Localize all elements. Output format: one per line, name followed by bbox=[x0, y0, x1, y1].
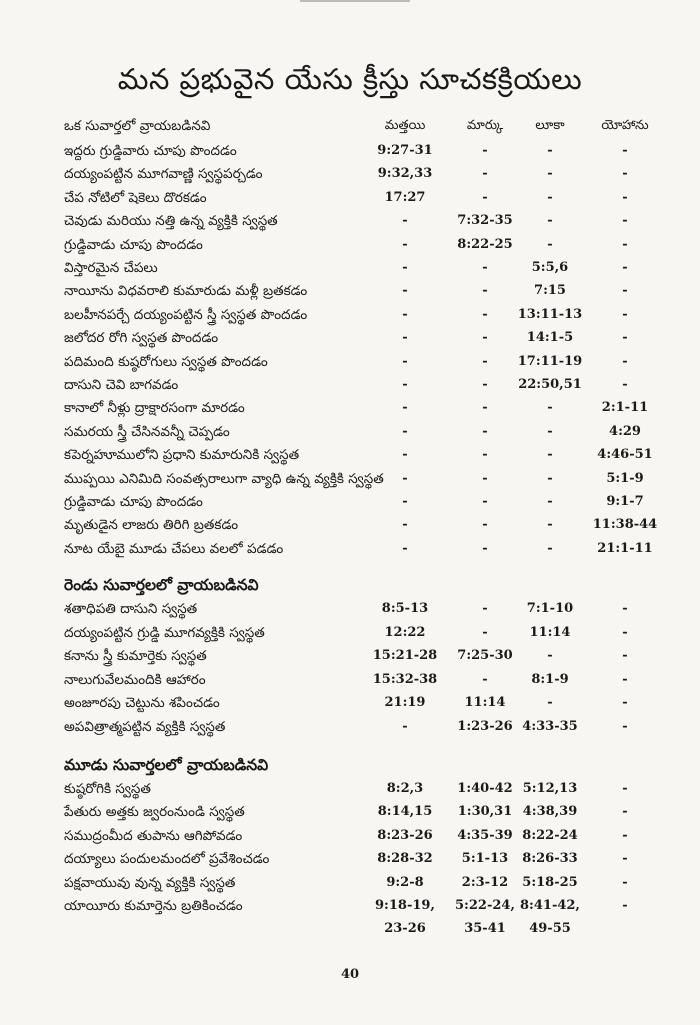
ref-matthew: - bbox=[402, 447, 408, 463]
ref-matthew: - bbox=[402, 400, 408, 416]
ref-mark: - bbox=[482, 470, 488, 486]
miracle-name: గ్రుడ్డివాడు చూపు పొందడం bbox=[64, 494, 203, 510]
section-heading-three-gospels bbox=[0, 756, 700, 778]
table-row bbox=[0, 400, 700, 422]
table-row bbox=[0, 517, 700, 539]
ref-mark: - bbox=[482, 517, 488, 533]
miracle-name: కపెర్నహూములోని ప్రధాని కుమారునికి స్వస్థత bbox=[64, 447, 300, 464]
ref-luke: - bbox=[547, 494, 553, 509]
section-heading-two-gospels-text: రెండు సువార్తలలో వ్రాయబడినవి bbox=[64, 576, 259, 594]
ref-luke: 8:41-42, bbox=[520, 898, 580, 913]
table-row bbox=[0, 648, 700, 670]
table-row bbox=[0, 804, 700, 826]
ref-matthew: 8:14,15 bbox=[377, 804, 433, 820]
miracle-name: సముద్రంమీద తుపాను ఆగిపోవడం bbox=[64, 827, 243, 844]
ref-luke: - bbox=[547, 213, 553, 229]
miracle-name: సమరయ స్త్రీ చేసినవన్నీ చెప్పడం bbox=[64, 423, 230, 440]
table-row bbox=[0, 213, 700, 235]
ref-john: - bbox=[622, 648, 628, 664]
ref-luke: - bbox=[547, 400, 553, 416]
ref-john: - bbox=[622, 330, 628, 346]
ref-matthew: - bbox=[402, 423, 408, 439]
miracle-name: దయ్యాలు పందులమందలో ప్రవేశించడం bbox=[64, 851, 270, 868]
ref-luke: 22:50,51 bbox=[518, 377, 582, 392]
ref-luke: 13:11-13 bbox=[517, 306, 583, 322]
ref-luke: 7:1-10 bbox=[526, 601, 574, 616]
top-edge-divider bbox=[300, 0, 410, 2]
ref-mark: 1:30,31 bbox=[457, 804, 513, 820]
section-heading-one-gospel: ఒక సువార్తలో వ్రాయబడినవి bbox=[64, 118, 211, 134]
ref-john: - bbox=[622, 624, 628, 640]
table-row bbox=[0, 719, 700, 741]
ref-luke: 17:11-19 bbox=[517, 353, 583, 369]
ref-mark: - bbox=[482, 143, 488, 158]
ref-matthew: - bbox=[402, 494, 408, 509]
table-row bbox=[0, 471, 700, 493]
ref-luke: 4:33-35 bbox=[522, 719, 578, 734]
ref-john: - bbox=[622, 827, 628, 843]
ref-john: 9:1-7 bbox=[606, 494, 644, 509]
column-header-mark: మార్కు bbox=[466, 118, 504, 133]
table-row bbox=[0, 898, 700, 920]
ref-john: - bbox=[622, 781, 628, 796]
ref-matthew: 15:32-38 bbox=[372, 671, 438, 687]
miracle-name: బలహీనపర్చే దయ్యంపట్టిన స్త్రీ స్వస్థత పొందడం bbox=[64, 306, 308, 323]
ref-luke: - bbox=[547, 648, 553, 664]
ref-luke: 14:1-5 bbox=[526, 330, 574, 346]
ref-luke: 49-55 bbox=[529, 921, 571, 937]
ref-matthew: 23-26 bbox=[384, 921, 426, 937]
table-row bbox=[0, 166, 700, 188]
column-header-row bbox=[0, 118, 700, 140]
table-row bbox=[0, 921, 700, 943]
ref-matthew: - bbox=[402, 283, 408, 299]
miracle-name: జలోదర రోగి స్వస్థత పొందడం bbox=[64, 330, 219, 347]
ref-matthew: - bbox=[402, 470, 408, 486]
ref-mark: - bbox=[482, 624, 488, 640]
miracle-name: చెవుడు మరియు నత్తి ఉన్న వ్యక్తికి స్వస్థత bbox=[64, 213, 278, 230]
ref-mark: - bbox=[482, 260, 488, 275]
table-row bbox=[0, 143, 700, 165]
ref-john: 2:1-11 bbox=[601, 400, 649, 416]
miracle-name: నూట యేబై మూడు చేపలు వలలో పడడం bbox=[64, 540, 284, 557]
miracle-name: దయ్యంపట్టిన గ్రుడ్డి మూగవ్యక్తికి స్వస్థత bbox=[64, 624, 265, 641]
table-row bbox=[0, 260, 700, 282]
ref-john: - bbox=[622, 804, 628, 820]
table-row bbox=[0, 237, 700, 259]
ref-mark: - bbox=[482, 400, 488, 416]
ref-matthew: - bbox=[402, 213, 408, 229]
ref-matthew: 8:5-13 bbox=[381, 601, 429, 616]
ref-matthew: - bbox=[402, 306, 408, 322]
ref-john: 4:29 bbox=[609, 423, 641, 439]
ref-john: - bbox=[622, 166, 628, 182]
ref-luke: 5:18-25 bbox=[522, 874, 578, 890]
ref-luke: 8:26-33 bbox=[522, 851, 578, 867]
table-row bbox=[0, 781, 700, 803]
ref-mark: - bbox=[482, 494, 488, 509]
ref-john: - bbox=[622, 671, 628, 687]
ref-matthew: 8:28-32 bbox=[377, 851, 433, 867]
ref-mark: - bbox=[482, 189, 488, 205]
ref-matthew: 15:21-28 bbox=[372, 648, 438, 664]
ref-luke: 4:38,39 bbox=[522, 804, 578, 820]
ref-mark: - bbox=[482, 671, 488, 687]
ref-john: - bbox=[622, 377, 628, 392]
ref-mark: - bbox=[482, 283, 488, 299]
ref-john: 11:38-44 bbox=[592, 517, 658, 533]
column-header-john: యోహాను bbox=[601, 118, 649, 133]
miracle-name: అంజూరపు చెట్టును శపించడం bbox=[64, 695, 220, 712]
ref-mark: 5:1-13 bbox=[461, 851, 509, 867]
table-row bbox=[0, 330, 700, 352]
miracle-name: పక్షవాయువు వున్న వ్యక్తికి స్వస్థత bbox=[64, 874, 236, 891]
ref-john: - bbox=[622, 143, 628, 158]
ref-john: - bbox=[622, 719, 628, 734]
ref-john: - bbox=[622, 189, 628, 205]
table-row bbox=[0, 307, 700, 329]
ref-john: - bbox=[622, 601, 628, 616]
ref-mark: - bbox=[482, 447, 488, 463]
ref-luke: 5:12,13 bbox=[522, 781, 578, 796]
miracle-name: దయ్యంపట్టిన మూగవాణ్ణి స్వస్థపర్చడం bbox=[64, 166, 263, 183]
ref-john: - bbox=[622, 306, 628, 322]
ref-matthew: 12:22 bbox=[384, 624, 426, 640]
ref-matthew: 8:23-26 bbox=[377, 827, 433, 843]
ref-matthew: 9:32,33 bbox=[377, 166, 433, 182]
table-row bbox=[0, 283, 700, 305]
table-row bbox=[0, 541, 700, 563]
ref-john: - bbox=[622, 898, 628, 913]
ref-luke: 8:22-24 bbox=[522, 827, 578, 843]
miracle-name: పదిమంది కుష్ఠరోగులు స్వస్థత పొందడం bbox=[64, 353, 268, 370]
ref-mark: 8:22-25 bbox=[457, 236, 513, 252]
ref-matthew: - bbox=[402, 517, 408, 533]
ref-mark: - bbox=[482, 353, 488, 369]
miracle-name: మృతుడైన లాజరు తిరిగి బ్రతకడం bbox=[64, 517, 239, 534]
ref-matthew: 9:2-8 bbox=[386, 874, 424, 890]
ref-matthew: 21:19 bbox=[384, 695, 426, 711]
ref-luke: 8:1-9 bbox=[531, 671, 569, 687]
table-row bbox=[0, 354, 700, 376]
ref-luke: 5:5,6 bbox=[531, 260, 569, 275]
ref-john: - bbox=[622, 353, 628, 369]
ref-matthew: - bbox=[402, 377, 408, 392]
ref-mark: 1:40-42 bbox=[457, 781, 513, 796]
miracle-name: అపవిత్రాత్మపట్టిన వ్యక్తికి స్వస్థత bbox=[64, 719, 226, 735]
ref-luke: - bbox=[547, 517, 553, 533]
miracle-name: గ్రుడ్డివాడు చూపు పొందడం bbox=[64, 236, 203, 253]
table-row bbox=[0, 447, 700, 469]
table-row bbox=[0, 190, 700, 212]
table-row bbox=[0, 875, 700, 897]
ref-john: - bbox=[622, 260, 628, 275]
ref-mark: - bbox=[482, 540, 488, 556]
ref-mark: 4:35-39 bbox=[457, 827, 513, 843]
ref-mark: 2:3-12 bbox=[461, 874, 509, 890]
miracle-name: దాసుని చెవి బాగవడం bbox=[64, 377, 179, 393]
ref-matthew: 8:2,3 bbox=[386, 781, 424, 796]
page-title: మన ప్రభువైన యేసు క్రీస్తు సూచకక్రియలు bbox=[117, 62, 583, 96]
ref-luke: - bbox=[547, 423, 553, 439]
table-row bbox=[0, 625, 700, 647]
ref-john: - bbox=[622, 874, 628, 890]
miracle-name: కనాను స్త్రీ కుమార్తెకు స్వస్థత bbox=[64, 648, 207, 665]
section-heading-three-gospels-text: మూడు సువార్తలలో వ్రాయబడినవి bbox=[64, 756, 269, 774]
ref-luke: 11:14 bbox=[529, 624, 571, 640]
miracle-name: నాలుగువేలమందికి ఆహారం bbox=[64, 671, 206, 688]
table-row bbox=[0, 828, 700, 850]
ref-john: - bbox=[622, 695, 628, 711]
ref-luke: - bbox=[547, 447, 553, 463]
ref-mark: - bbox=[482, 306, 488, 322]
ref-matthew: - bbox=[402, 719, 408, 734]
table-row bbox=[0, 695, 700, 717]
ref-matthew: - bbox=[402, 540, 408, 556]
ref-mark: - bbox=[482, 377, 488, 392]
ref-luke: - bbox=[547, 189, 553, 205]
table-row bbox=[0, 377, 700, 399]
ref-mark: 1:23-26 bbox=[457, 719, 513, 734]
ref-john: - bbox=[622, 851, 628, 867]
ref-luke: - bbox=[547, 236, 553, 252]
miracle-name: శతాధిపతి దాసుని స్వస్థత bbox=[64, 601, 198, 617]
ref-luke: - bbox=[547, 695, 553, 711]
miracle-name: యాయీరు కుమార్తెను బ్రతికించడం bbox=[64, 898, 243, 914]
ref-matthew: - bbox=[402, 330, 408, 346]
miracle-name: విస్తారమైన చేపలు bbox=[64, 260, 158, 276]
page-number: 40 bbox=[340, 967, 360, 982]
miracle-name: ముప్పయి ఎనిమిది సంవత్సరాలుగా వ్యాధి ఉన్న వ్యక్తికి స్వస్థత bbox=[64, 470, 384, 487]
ref-luke: - bbox=[547, 143, 553, 158]
miracle-name: చేప నోటిలో షెకెలు దొరకడం bbox=[64, 189, 207, 206]
miracle-name: నాయీను విధవరాలి కుమారుడు మళ్లీ బ్రతకడం bbox=[64, 283, 308, 300]
column-header-matthew: మత్తయి bbox=[384, 118, 426, 133]
ref-luke: - bbox=[547, 470, 553, 486]
column-header-luke: లూకా bbox=[535, 118, 565, 133]
ref-john: - bbox=[622, 283, 628, 299]
ref-matthew: 17:27 bbox=[384, 189, 426, 205]
miracle-name: కుష్ఠరోగికి స్వస్థత bbox=[64, 781, 151, 797]
ref-mark: 11:14 bbox=[464, 695, 506, 711]
ref-mark: 5:22-24, bbox=[455, 898, 515, 913]
ref-matthew: - bbox=[402, 353, 408, 369]
miracle-name: ఇద్దరు గ్రుడ్డివారు చూపు పొందడం bbox=[64, 143, 237, 159]
miracle-name: పేతురు అత్తకు జ్వరంనుండి స్వస్థత bbox=[64, 804, 245, 821]
ref-mark: 7:25-30 bbox=[457, 648, 513, 664]
ref-mark: - bbox=[482, 330, 488, 346]
table-row bbox=[0, 494, 700, 516]
ref-mark: - bbox=[482, 166, 488, 182]
table-row bbox=[0, 672, 700, 694]
ref-luke: - bbox=[547, 166, 553, 182]
ref-mark: 7:32-35 bbox=[457, 213, 513, 229]
ref-luke: 7:15 bbox=[534, 283, 566, 299]
ref-matthew: 9:18-19, bbox=[375, 898, 435, 913]
ref-luke: - bbox=[547, 540, 553, 556]
table-row bbox=[0, 601, 700, 623]
ref-mark: - bbox=[482, 601, 488, 616]
miracle-name: కానాలో నీళ్లు ద్రాక్షారసంగా మారడం bbox=[64, 400, 245, 417]
section-heading-two-gospels bbox=[0, 576, 700, 598]
table-row bbox=[0, 851, 700, 873]
ref-john: 5:1-9 bbox=[606, 470, 644, 486]
ref-matthew: 9:27-31 bbox=[377, 143, 433, 158]
ref-matthew: - bbox=[402, 236, 408, 252]
table-row bbox=[0, 424, 700, 446]
ref-john: 4:46-51 bbox=[597, 447, 653, 463]
ref-john: - bbox=[622, 213, 628, 229]
ref-john: 21:1-11 bbox=[597, 540, 653, 556]
ref-john: - bbox=[622, 236, 628, 252]
ref-mark: - bbox=[482, 423, 488, 439]
ref-mark: 35-41 bbox=[464, 921, 506, 937]
ref-matthew: - bbox=[402, 260, 408, 275]
